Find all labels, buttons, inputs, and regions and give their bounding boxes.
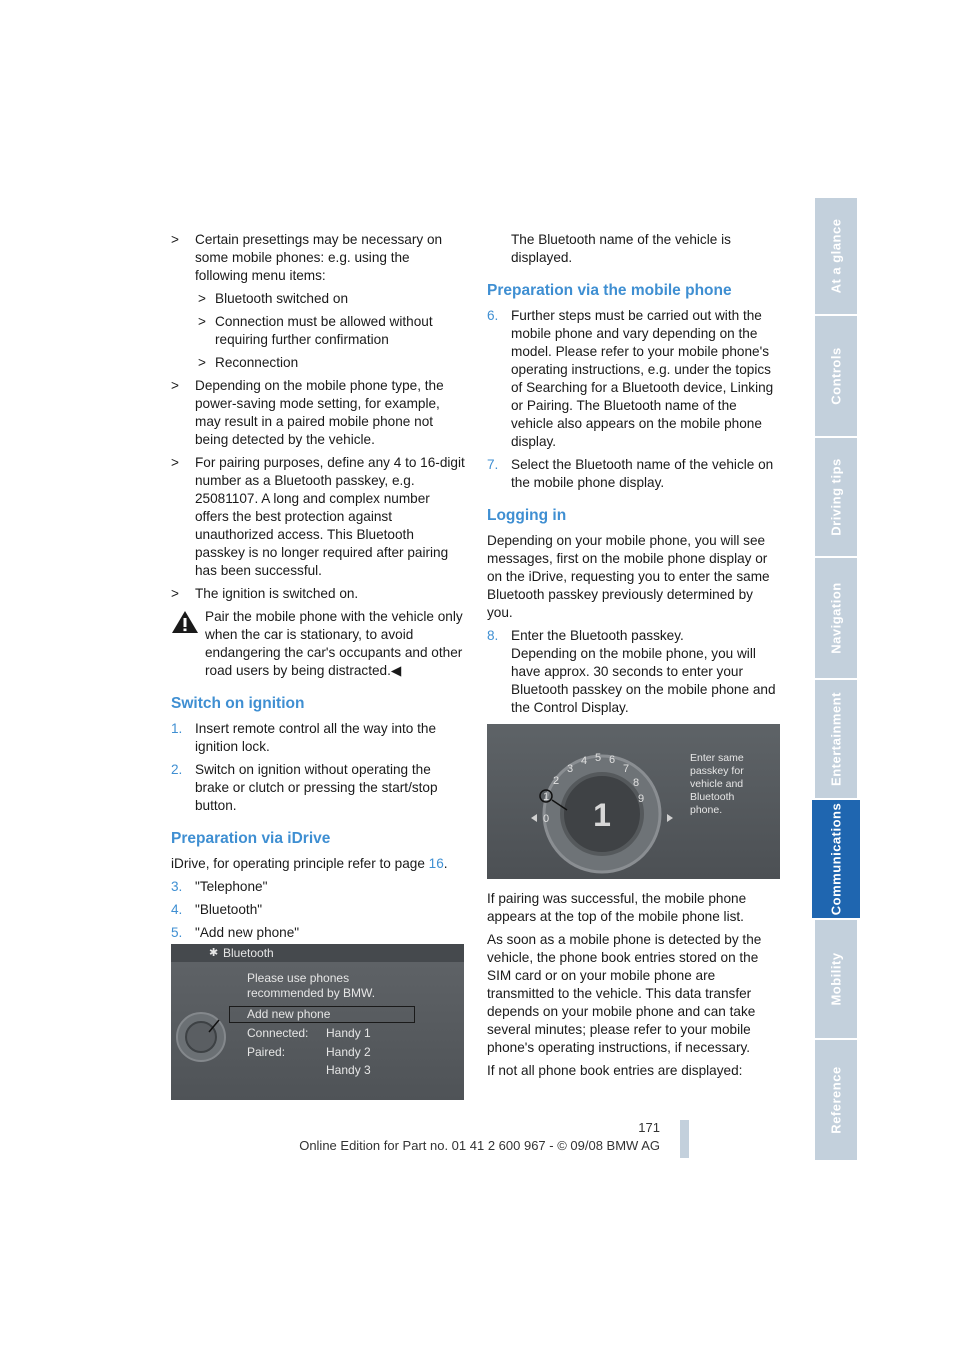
tab-mobility[interactable]: Mobility: [815, 920, 857, 1038]
step-item: 4. "Bluetooth": [171, 902, 263, 917]
dial-digit: 5: [595, 752, 602, 764]
screen-title: Bluetooth: [223, 946, 274, 960]
sub-bullet-item: > Bluetooth switched on: [198, 291, 349, 306]
sub-bullet-item: > Reconnection: [198, 355, 299, 370]
right-column-lower: If pairing was successful, the mobile phone appears at the top of the mobile phone list. As soon as a mobile phone is detected by the vehicle, the phone book entries stored on the SIM card or on your mobile phone are transmitted to the vehicle. This data transfer depends on your mobile phone and can take several minutes; please refer to your mobile phone's operating instructions, if necessary. If not all phone book entries are displayed:: [487, 891, 762, 1078]
dial-digit: 2: [553, 775, 560, 787]
bluetooth-menu-screenshot: ✱ Bluetooth Please use phones recommended by BMW. Add new phone Connected: Handy 1 Paired: Handy 2 Handy 3: [171, 944, 464, 1100]
dial-digit: 1: [543, 791, 550, 803]
step-item: 1. Insert remote control all the way into the ignition lock.: [171, 721, 437, 754]
passkey-screenshot: 1 0 1 2 3 4 5 6 7 8 9 Enter same passkey for vehicle and Bluetooth phone.: [487, 724, 780, 879]
bullet-item: > The ignition is switched on.: [171, 586, 359, 601]
heading-preparation-idrive: Preparation via iDrive: [171, 830, 331, 847]
dial-digit: 9: [638, 793, 645, 805]
step-item: 5. "Add new phone": [171, 925, 300, 940]
menu-item-add-new-phone[interactable]: Add new phone: [247, 1007, 331, 1021]
dial-digit: 6: [609, 754, 616, 766]
page-number: 171: [638, 1120, 660, 1135]
passkey-dial: [497, 730, 697, 875]
continued-text: The Bluetooth name of the vehicle is displayed.: [511, 232, 731, 265]
tab-driving-tips[interactable]: Driving tips: [815, 438, 857, 556]
footer-bar: [680, 1120, 689, 1158]
bluetooth-icon: ✱: [209, 947, 219, 959]
bullet-item: > For pairing purposes, define any 4 to 16-digit number as a Bluetooth passkey, e.g. 25081107. A long and complex number offers the best protection against unauthorized access. This Bluetooth passkey is no longer required after pairing has been successful.: [171, 455, 465, 578]
page-link[interactable]: 16: [428, 856, 444, 871]
warning-icon: [171, 610, 199, 634]
tab-reference[interactable]: Reference: [815, 1040, 857, 1160]
heading-switch-on-ignition: Switch on ignition: [171, 695, 305, 712]
footer-edition: Online Edition for Part no. 01 41 2 600 967 - © 09/08 BMW AG: [299, 1138, 660, 1153]
left-column: [171, 231, 465, 947]
dial-center-digit: 1: [593, 797, 611, 833]
controller-knob-icon: [171, 1012, 231, 1062]
step-item: 6. Further steps must be carried out with the mobile phone and vary depending on the model. Please refer to your mobile phone's operating instructions, e.g. under the topics of Searching for a Bluetooth device, Linking or Pairing. The Bluetooth name of the vehicle also appears on the mobile phone display.: [487, 308, 774, 449]
tab-navigation[interactable]: Navigation: [815, 558, 857, 678]
dial-digit: 8: [633, 777, 640, 789]
step-item: 8. Enter the Bluetooth passkey. Depending on the mobile phone, you will have approx. 30 seconds to enter your Bluetooth passkey on the mobile phone and the Control Display.: [487, 628, 776, 715]
dial-digit: 4: [581, 755, 588, 767]
dial-digit: 3: [567, 763, 574, 775]
step-item: 2. Switch on ignition without operating the brake or clutch or pressing the start/stop button.: [171, 762, 438, 813]
right-column: The Bluetooth name of the vehicle is displayed. Preparation via the mobile phone 6. Further steps must be carried out with the mobile phone and vary depending on the model. Please refer to your mobile phone's operating instructions, e.g. under the topics of Searching for a Bluetooth device, Linking or Pairing. The Bluetooth name of the vehicle also appears on the mobile phone display. 7. Select the Bluetooth name of the vehicle on the mobile phone display. Logging in Depending on your mobile phone, you will see messages, first on the mobile phone display or on the iDrive, requesting you to enter the same Bluetooth passkey previously determined by you. 8. Enter the Bluetooth passkey. Depending on the mobile phone, you will have approx. 30 seconds to enter your Bluetooth passkey on the mobile phone and the Control Display.: [487, 231, 780, 722]
dial-digit: 7: [623, 763, 630, 775]
bullet-item: > Depending on the mobile phone type, the power-saving mode setting, for example, may result in a paired mobile phone not being detected by the vehicle.: [171, 378, 444, 447]
warning-note: Pair the mobile phone with the vehicle only when the car is stationary, to avoid endangering the car's occupants and other road users by being distracted.◀: [171, 608, 465, 680]
idrive-reference: iDrive, for operating principle refer to page 16.: [171, 856, 448, 871]
dial-digit: 0: [543, 813, 550, 825]
heading-logging-in: Logging in: [487, 507, 567, 524]
step-item: 7. Select the Bluetooth name of the vehicle on the mobile phone display.: [487, 457, 774, 490]
sub-bullet-item: > Connection must be allowed without requiring further confirmation: [198, 314, 433, 347]
bullet-item: > Certain presettings may be necessary on some mobile phones: e.g. using the following menu items:: [171, 232, 443, 283]
step-item: 3. "Telephone": [171, 879, 268, 894]
heading-preparation-mobile: Preparation via the mobile phone: [487, 282, 732, 299]
tab-entertainment[interactable]: Entertainment: [815, 680, 857, 798]
tab-communications[interactable]: Communications: [812, 800, 860, 918]
tab-controls[interactable]: Controls: [815, 316, 857, 436]
tab-at-a-glance[interactable]: At a glance: [815, 198, 857, 314]
